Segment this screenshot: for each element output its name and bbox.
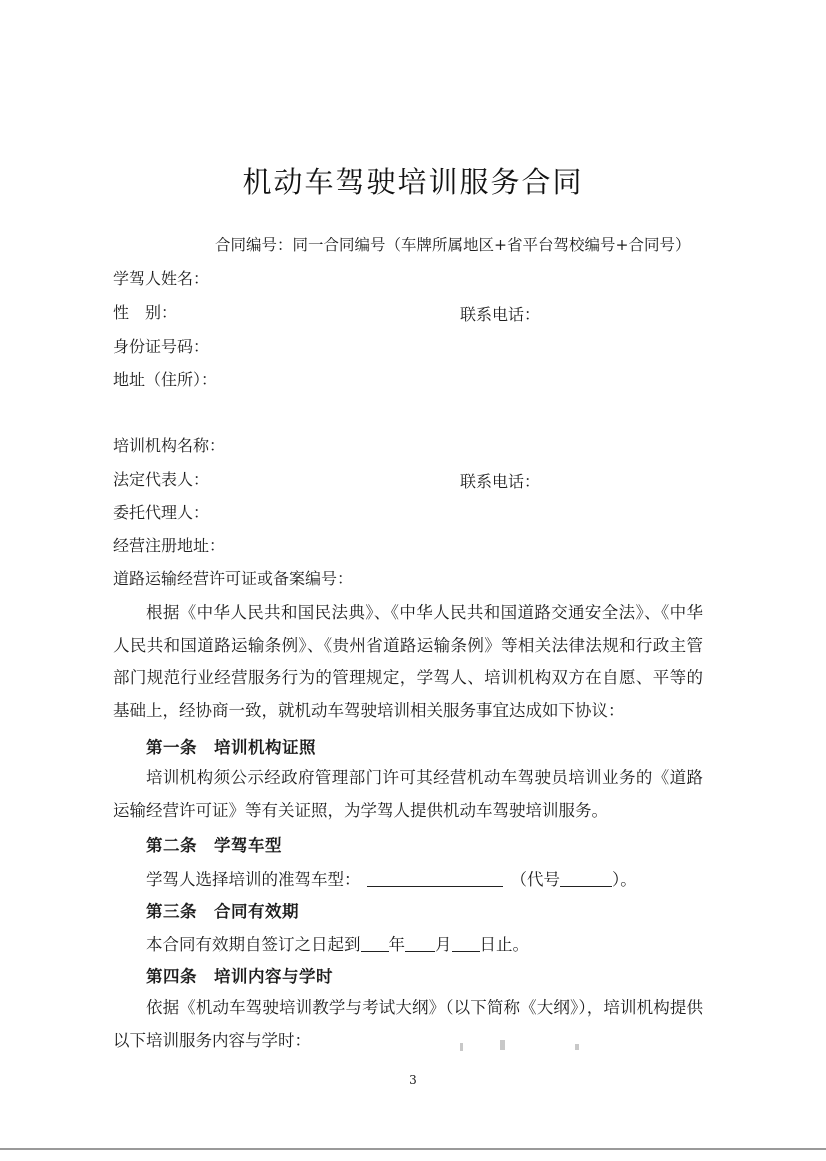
scan-edge-line bbox=[0, 1148, 826, 1150]
document-title: 机动车驾驶培训服务合同 bbox=[242, 165, 584, 199]
article-3-line bbox=[146, 931, 529, 955]
day-label: 日止。 bbox=[479, 935, 529, 954]
vehicle-type-blank[interactable] bbox=[367, 870, 503, 888]
month-label: 月 bbox=[435, 935, 452, 954]
student-name-label: 学驾人姓名： bbox=[113, 269, 210, 288]
code-close: ）。 bbox=[612, 870, 637, 889]
student-phone-label: 联系电话： bbox=[460, 305, 541, 324]
code-open: （代号 bbox=[510, 870, 560, 889]
article-3-heading: 第三条 合同有效期 bbox=[146, 902, 299, 921]
agent-label: 委托代理人： bbox=[113, 503, 210, 522]
article-1-text: 培训机构须公示经政府管理部门许可其经营机动车驾驶员培训业务的《道路运输经营许可证》等有关证照，为学驾人提供机动车驾驶培训服务。 bbox=[113, 768, 703, 820]
legal-rep-label: 法定代表人： bbox=[113, 470, 210, 489]
preamble-paragraph bbox=[113, 597, 703, 727]
preamble-text: 根据《中华人民共和国民法典》、《中华人民共和国道路交通安全法》、《中华人民共和国道路运输条例》、《贵州省道路运输条例》等相关法律法规和行政主管部门规范行业经营服务行为的管理规定，学驾人、培训机构双方在自愿、平等的基础上，经协商一致，就机动车驾驶培训相关服务事宜达成如下协议： bbox=[113, 603, 703, 720]
article-1-heading: 第一条 培训机构证照 bbox=[146, 738, 316, 757]
license-number-label: 道路运输经营许可证或备案编号： bbox=[113, 569, 354, 588]
code-blank[interactable] bbox=[560, 870, 612, 888]
registered-address-label: 经营注册地址： bbox=[113, 536, 226, 555]
article-4-heading: 第四条 培训内容与学时 bbox=[146, 967, 333, 986]
article-1-paragraph bbox=[113, 762, 703, 827]
validity-prefix: 本合同有效期自签订之日起到 bbox=[146, 935, 361, 954]
year-label: 年 bbox=[388, 935, 405, 954]
address-label: 地址（住所）： bbox=[113, 370, 218, 389]
page-number: 3 bbox=[409, 1073, 417, 1087]
vehicle-type-prefix: 学驾人选择培训的准驾车型： bbox=[146, 870, 361, 889]
article-4-text: 依据《机动车驾驶培训教学与考试大纲》（以下简称《大纲》），培训机构提供以下培训服务内容与学时： bbox=[113, 998, 703, 1050]
scan-speck bbox=[500, 1040, 505, 1050]
article-4-paragraph bbox=[113, 992, 703, 1057]
scan-speck bbox=[460, 1043, 463, 1051]
month-blank[interactable] bbox=[405, 935, 435, 953]
article-2-heading: 第二条 学驾车型 bbox=[146, 836, 282, 855]
gender-label: 性 别： bbox=[113, 303, 178, 322]
org-name-label: 培训机构名称： bbox=[113, 436, 226, 455]
id-number-label: 身份证号码： bbox=[113, 337, 210, 356]
scan-speck bbox=[575, 1044, 579, 1050]
contract-number: 合同编号：同一合同编号（车牌所属地区+省平台驾校编号+合同号） bbox=[215, 236, 691, 254]
year-blank[interactable] bbox=[361, 935, 389, 953]
day-blank[interactable] bbox=[452, 935, 480, 953]
org-phone-label: 联系电话： bbox=[460, 472, 541, 491]
article-2-line bbox=[146, 866, 637, 890]
